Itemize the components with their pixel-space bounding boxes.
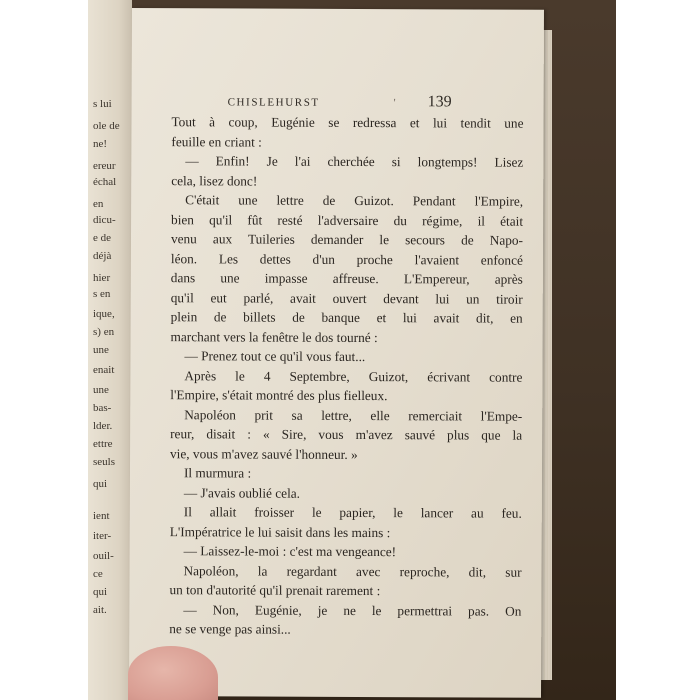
left-page-fragment: lder. xyxy=(93,420,113,432)
left-page-fragment: s) en xyxy=(93,326,115,338)
left-page-fragment: déjà xyxy=(93,250,112,262)
left-page-fragment: qui xyxy=(93,586,108,598)
left-page-fragment: ouil- xyxy=(93,550,114,562)
body-text-line: — Laissez-le-moi : c'est ma vengeance! xyxy=(183,543,397,560)
body-text-line: bien qu'il fût resté l'adversaire du régime, il était xyxy=(171,211,524,229)
left-page-fragment: en xyxy=(93,198,104,210)
body-text-line: — J'avais oublié cela. xyxy=(183,484,301,501)
left-page-fragment: qui xyxy=(93,478,108,490)
left-page-fragment: ole de xyxy=(93,120,120,132)
running-head: CHISLEHURST xyxy=(227,96,320,109)
left-page-fragment: hier xyxy=(93,272,111,284)
body-text-line: qu'il eut parlé, avait ouvert devant lui un tiroir xyxy=(170,289,523,307)
left-page-fragment: échal xyxy=(93,176,117,188)
body-text-line: reur, disait : « Sire, vous m'avez sauvé plus que la xyxy=(170,426,523,443)
body-text-line: cela, lisez donc! xyxy=(171,172,258,189)
body-text xyxy=(169,112,523,640)
body-text-line: — Enfin! Je l'ai cherchée si longtemps! Lisez xyxy=(185,153,524,170)
left-page-fragment: ereur xyxy=(93,160,116,172)
left-page-fragment: ne! xyxy=(93,138,108,150)
body-text-line: — Non, Eugénie, je ne le permettrai pas. On xyxy=(183,601,522,619)
body-text-line: un ton d'autorité qu'il prenait rarement : xyxy=(169,582,381,599)
left-page-fragment: ce xyxy=(93,568,103,580)
left-page-fragment: bas- xyxy=(93,402,112,414)
body-text-line: plein de billets de banque et lui avait dit, en xyxy=(170,309,523,326)
body-text-line: dans une impasse affreuse. L'Empereur, après xyxy=(170,270,523,287)
body-text-line: léon. Les dettes d'un proche l'avaient enfoncé xyxy=(170,250,523,268)
body-text-line: — Prenez tout ce qu'il vous faut... xyxy=(184,348,366,365)
body-text-line: vie, vous m'avez sauvé l'honneur. » xyxy=(170,445,358,462)
left-page-fragment: ait. xyxy=(93,604,107,616)
body-text-line: ne se venge pas ainsi... xyxy=(169,621,291,637)
body-text-line: Napoléon prit sa lettre, elle remerciait l'Empe- xyxy=(184,406,523,424)
body-text-line: L'Impératrice le lui saisit dans les mains : xyxy=(169,523,391,540)
left-page-fragment: iter- xyxy=(93,530,112,542)
left-page-fragment: seuls xyxy=(93,456,115,468)
running-head-mark: ' xyxy=(393,97,396,110)
right-page xyxy=(129,8,544,698)
left-page-fragment: ettre xyxy=(93,438,113,450)
left-page-fragment: dicu- xyxy=(93,214,116,226)
left-page-fragment: une xyxy=(93,344,109,356)
left-page-fragment: une xyxy=(93,384,109,396)
page-number: 139 xyxy=(427,93,452,111)
body-text-line: l'Empire, s'était montré des plus fielleux. xyxy=(170,387,388,404)
left-page-fragment: e de xyxy=(93,232,112,244)
photo-background xyxy=(88,0,616,700)
body-text-line: Tout à coup, Eugénie se redressa et lui tendit une xyxy=(171,114,524,131)
body-text-line: C'était une lettre de Guizot. Pendant l'Empire, xyxy=(185,192,524,209)
left-page-fragment: enait xyxy=(93,364,115,376)
body-text-line: Il murmura : xyxy=(183,465,252,481)
body-text-line: Après le 4 Septembre, Guizot, écrivant contre xyxy=(184,367,523,385)
left-page-fragment: s lui xyxy=(93,98,112,110)
left-page-fragment: ient xyxy=(93,510,110,522)
body-text-line: feuille en criant : xyxy=(171,133,262,150)
left-page xyxy=(88,0,132,700)
left-page-fragment: ique, xyxy=(93,308,115,320)
body-text-line: marchant vers la fenêtre le dos tourné : xyxy=(170,328,378,345)
body-text-line: Napoléon, la regardant avec reproche, dit, sur xyxy=(183,562,522,580)
left-page-fragment: s en xyxy=(93,288,111,300)
body-text-line: venu aux Tuileries demander le secours de Napo- xyxy=(170,231,524,248)
body-text-line: Il allait froisser le papier, le lancer au feu. xyxy=(183,504,522,521)
